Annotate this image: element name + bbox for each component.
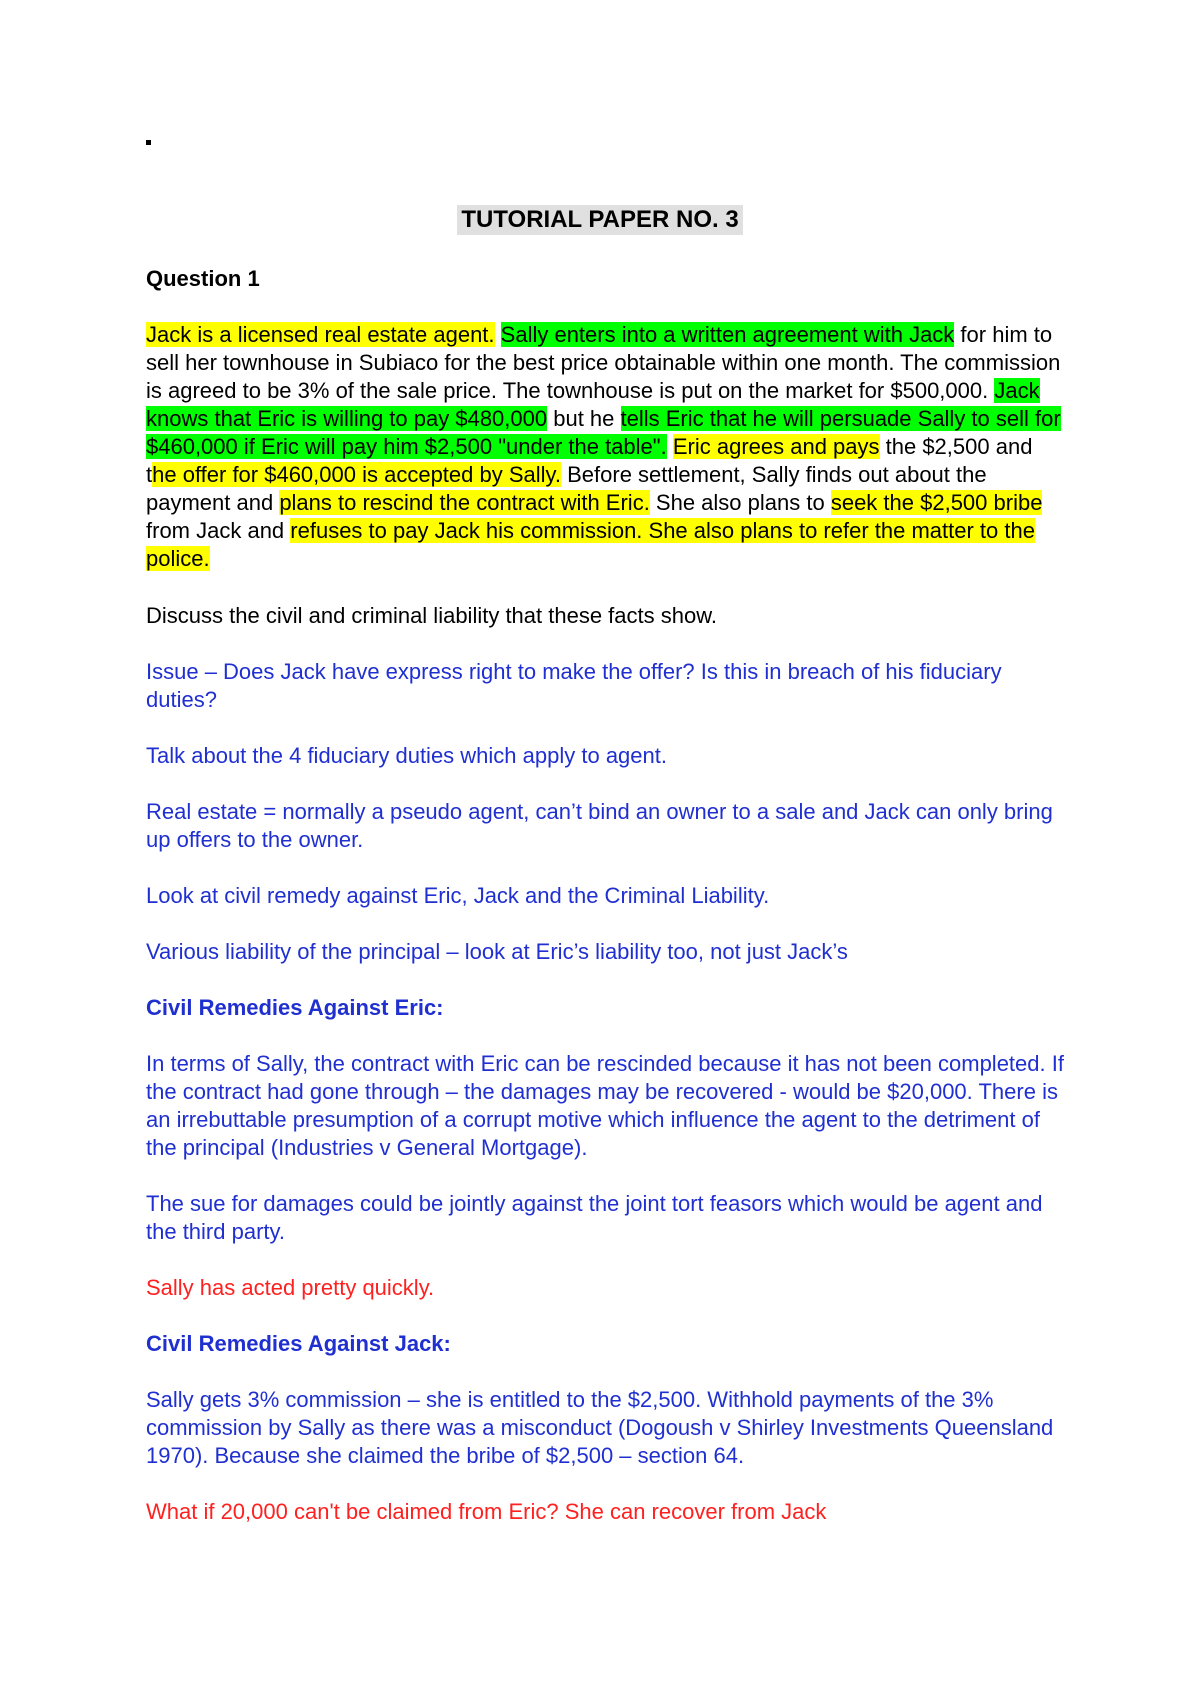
bullet-marker xyxy=(146,140,151,145)
facts-s12: Before settlement, Sally finds out about the payment and xyxy=(146,462,987,515)
title-container xyxy=(0,205,1200,235)
facts-s16: from Jack and xyxy=(146,518,291,543)
facts-s9: Eric agrees and pays xyxy=(672,434,880,459)
facts-s10: the $2,500 and t xyxy=(146,434,1033,487)
eric-paragraph-2: The sue for damages could be jointly against the joint tort feasors which would be agent and the third party. xyxy=(146,1191,1043,1244)
page-title: TUTORIAL PAPER NO. 3 xyxy=(457,205,742,235)
facts-s2 xyxy=(495,322,501,347)
facts-paragraph xyxy=(146,321,1066,573)
facts-s17: refuses to pay Jack his commission. She also plans to refer the matter to the police. xyxy=(146,518,1035,571)
note-real-estate: Real estate = normally a pseudo agent, can’t bind an owner to a sale and Jack can only bring up offers to the owner. xyxy=(146,799,1053,852)
note-various-liability: Various liability of the principal – look at Eric’s liability too, not just Jack’s xyxy=(146,939,848,964)
facts-s11: he offer for $460,000 is accepted by Sally. xyxy=(152,462,562,487)
facts-s4: for him to sell her townhouse in Subiaco for the best price obtainable within one month. The commission is agreed to be 3% of the sale price. The townhouse is put on the market for $500,000. xyxy=(146,322,1061,403)
question-heading: Question 1 xyxy=(146,266,260,291)
eric-section-heading: Civil Remedies Against Eric: xyxy=(146,995,444,1020)
facts-s7: tells Eric that he will persuade Sally to sell for $460,000 if Eric will pay him $2,500 "under the table". xyxy=(146,406,1061,459)
note-issue: Issue – Does Jack have express right to make the offer? Is this in breach of his fiduciary duties? xyxy=(146,659,1002,712)
jack-section-heading: Civil Remedies Against Jack: xyxy=(146,1331,451,1356)
jack-paragraph-2: What if 20,000 can't be claimed from Eric? She can recover from Jack xyxy=(146,1499,827,1524)
facts-s14: She also plans to xyxy=(649,490,831,515)
facts-s15: seek the $2,500 bribe xyxy=(830,490,1043,515)
discussion-prompt: Discuss the civil and criminal liability that these facts show. xyxy=(146,603,718,628)
facts-s3: Sally enters into a written agreement with Jack xyxy=(500,322,955,347)
eric-paragraph-1: In terms of Sally, the contract with Eric can be rescinded because it has not been completed. If the contract had gone through – the damages may be recovered - would be $20,000. There is an irrebuttable presumption of a corrupt motive which influence the agent to the detriment of the principal (Industries v General Mortgage). xyxy=(146,1051,1064,1160)
jack-paragraph-1: Sally gets 3% commission – she is entitled to the $2,500. Withhold payments of the 3% commission by Sally as there was a misconduct (Dogoush v Shirley Investments Queensland 1970). Because she claimed the bribe of $2,500 – section 64. xyxy=(146,1387,1054,1468)
facts-s13: plans to rescind the contract with Eric. xyxy=(279,490,650,515)
eric-paragraph-3: Sally has acted pretty quickly. xyxy=(146,1275,435,1300)
facts-s1: Jack is a licensed real estate agent. xyxy=(146,322,495,347)
facts-s6: but he xyxy=(547,406,621,431)
facts-s8 xyxy=(667,434,673,459)
facts-s5: Jack knows that Eric is willing to pay $480,000 xyxy=(146,378,1040,431)
note-fiduciary-duties: Talk about the 4 fiduciary duties which apply to agent. xyxy=(146,743,667,768)
note-civil-remedy: Look at civil remedy against Eric, Jack and the Criminal Liability. xyxy=(146,883,770,908)
